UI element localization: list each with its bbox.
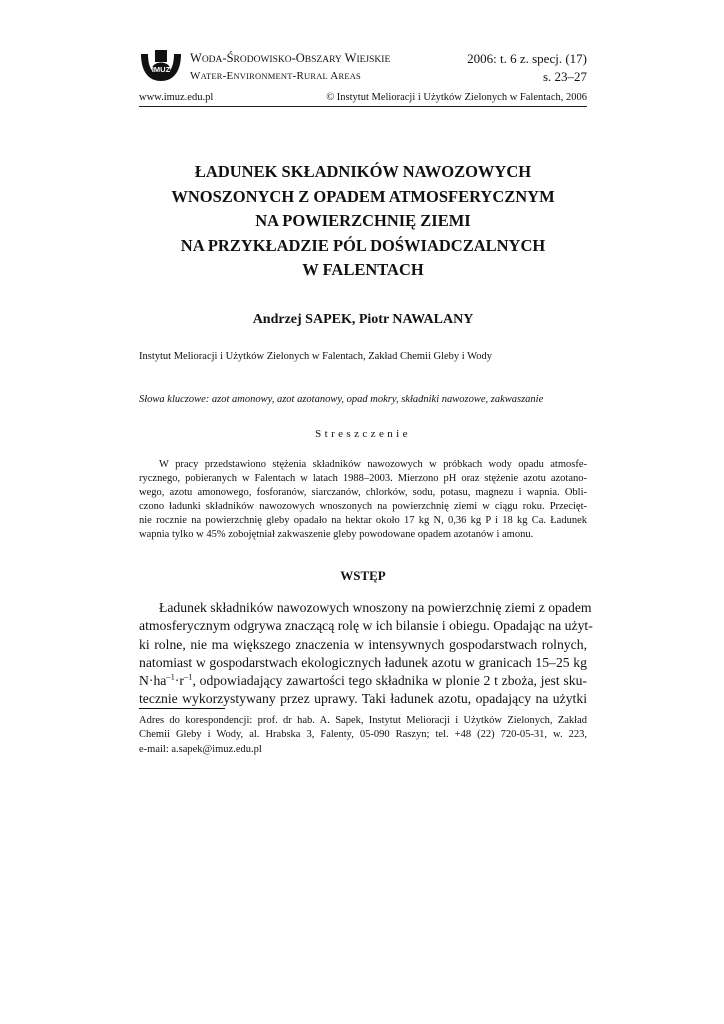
abstract-line: czono ładunki składników nawozowych wnoszonych na powierzchnię ziemi w ciągu roku. Przecięt- [139,501,587,513]
footnote-line: Chemii Gleby i Wody, al. Hrabska 3, Falenty, 05-090 Raszyn; tel. +48 (22) 720-05-31, w. 223, [139,729,587,741]
title-line: NA POWIERZCHNIĘ ZIEMI [255,211,471,230]
authors: Andrzej SAPEK, Piotr NAWALANY [252,312,474,327]
copyright-notice: © Instytut Melioracji i Użytków Zielonych w Falentach, 2006 [326,92,587,103]
section-heading: WSTĘP [340,568,386,583]
keywords: Słowa kluczowe: azot amonowy, azot azotanowy, opad mokry, składniki nawozowe, zakwaszanie [139,394,544,405]
issue-info: 2006: t. 6 z. specj. (17) [467,51,587,66]
affiliation: Instytut Melioracji i Użytków Zielonych w Falentach, Zakład Chemii Gleby i Wody [139,351,492,362]
footnote [139,714,587,757]
body-line: natomiast w gospodarstwach ekologicznych ładunek azotu w granicach 15–25 kg [139,654,587,670]
journal-url[interactable]: www.imuz.edu.pl [139,92,214,103]
footnote-line: Adres do korespondencji: prof. dr hab. A. Sapek, Instytut Melioracji i Użytków Zielonych, Zakład [139,715,587,726]
abstract-line: wego, azotu amonowego, fosforanów, siarczanów, chlorków, sodu, potasu, magnezu i wapnia. Obli- [139,487,587,499]
body-line: $N\cdot ha^{-1}\cdot r^{-1}$, odpowiadający zawartości tego składnika w plonie 2 t zboża, jest sku- [139,671,587,689]
abstract-line: nie rocznie na powierzchnię gleby opadało na hektar około 17 kg N, 0,36 kg P i 18 kg Ca. Ładunek [139,515,587,527]
title-line: NA PRZYKŁADZIE PÓL DOŚWIADCZALNYCH [180,235,546,255]
footnote-rule [139,708,225,709]
abstract-line: W pracy przedstawiono stężenia składników nawozowych w próbkach wody opadu atmosfe- [159,459,587,470]
title-line: WNOSZONYCH Z OPADEM ATMOSFERYCZNYM [171,186,555,206]
logo-text: IMUZ [151,65,171,74]
imuz-logo [139,48,183,84]
article-title [139,160,587,283]
abstract-line: rycznego, pobieranych w Falentach w latach 1988–2003. Mierzono pH oraz stężenie azotu azotano- [139,473,587,485]
title-line: W FALENTACH [302,260,424,279]
footnote-line: e-mail: a.sapek@imuz.edu.pl [139,743,262,755]
title-line: ŁADUNEK SKŁADNIKÓW NAWOZOWYCH [194,162,532,181]
body-line: atmosferycznym odgrywa znaczącą rolę w ich bilansie i obiegu. Opadając na użyt- [139,618,593,634]
body-line: ki rolne, nie ma większego znaczenia w intensywnych gospodarstwach rolnych, [139,636,587,652]
journal-title: WODA-ŚRODOWISKO-OBSZARY WIEJSKIE [190,51,391,65]
body-text [139,599,593,709]
header-divider [139,106,587,107]
abstract [139,458,587,543]
body-line: tecznie wykorzystywany przez uprawy. Taki ładunek azotu, opadający na użytki [139,691,587,707]
abstract-heading: Streszczenie [315,428,411,440]
abstract-line: wapnia tylko w 45% zobojętniał zakwaszenie gleby powodowane opadem azotanów i amonu. [139,529,534,541]
body-line: Ładunek składników nawozowych wnoszony na powierzchnię ziemi z opadem [159,600,592,615]
page-range: s. 23–27 [542,69,587,84]
journal-subtitle: WATER-ENVIRONMENT-RURAL AREAS [190,70,361,82]
